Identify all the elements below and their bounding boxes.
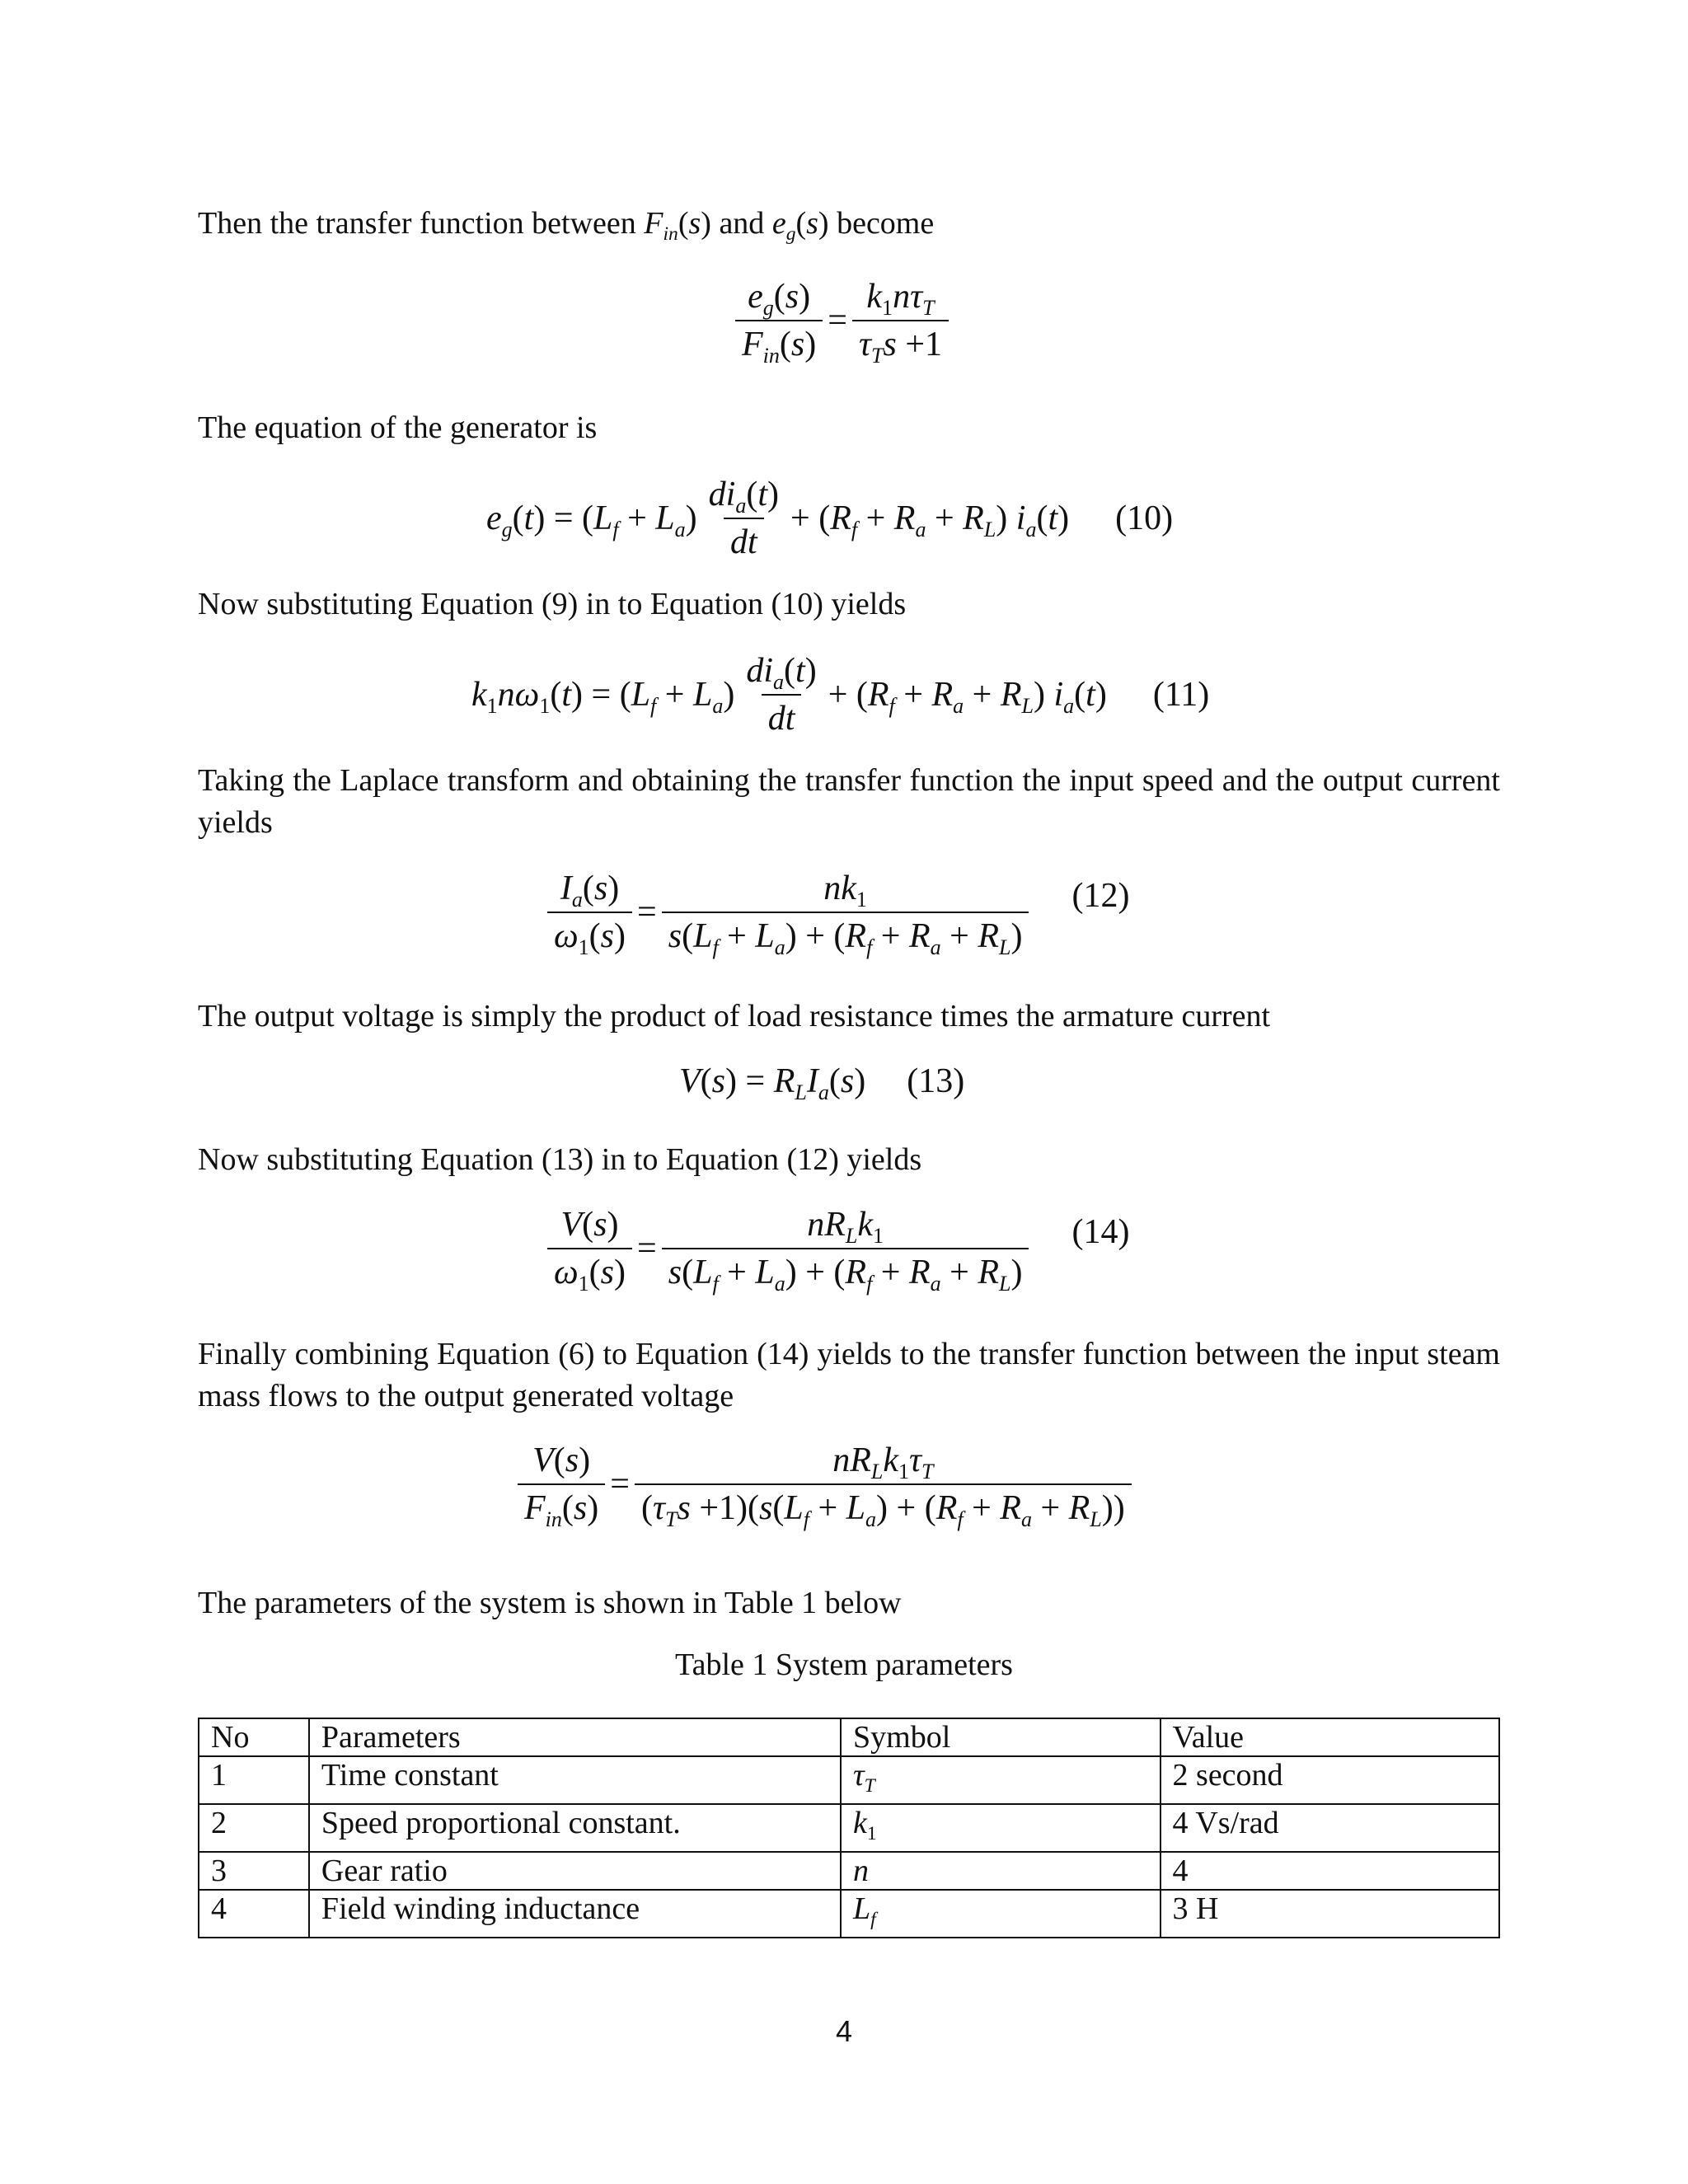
cell-no: 4 xyxy=(199,1890,309,1938)
header-no: No xyxy=(199,1718,309,1756)
equation-transfer-eg-fin: $\frac{e_g(s)}{F_{in}(s)}$ = $\frac{k_1n\tau_T}{\tau_Ts +1}$ xyxy=(730,277,954,364)
paragraph-laplace xyxy=(198,760,1500,844)
paragraph-parameters-intro xyxy=(198,1582,1500,1624)
equation-14: $\frac{V(s)}{\omega_1(s)}$ = $\frac{nR_Lk_1}{s(L_f + L_a) + (R_f + R_a + R_L)}$ (14) xyxy=(542,1205,1129,1292)
table-row xyxy=(199,1804,1499,1852)
cell-symbol: $\tau_T$ xyxy=(841,1756,1160,1804)
text-span: Now substituting Equation (13) in to Equation (12) yields xyxy=(198,1142,922,1177)
cell-value: 2 second xyxy=(1160,1756,1499,1804)
header-parameters: Parameters xyxy=(309,1718,841,1756)
table-row xyxy=(199,1756,1499,1804)
paragraph-transfer-intro xyxy=(198,203,1500,245)
header-symbol: Symbol xyxy=(841,1718,1160,1756)
text-span: Taking the Laplace transform and obtaining the transfer function the input speed and the output current yields xyxy=(198,763,1500,840)
equation-number: (13) xyxy=(907,1062,965,1100)
text-span: Then the transfer function between xyxy=(198,206,636,241)
text-span: The output voltage is simply the product of load resistance times the armature current xyxy=(198,999,1271,1033)
equation-number: (10) xyxy=(1115,499,1174,537)
text-span: become xyxy=(837,206,935,241)
equation-number: (11) xyxy=(1152,676,1210,714)
equation-final-transfer: $\frac{V(s)}{F_{in}(s)}$ = $\frac{nR_Lk_1\tau_T}{(\tau_Ts +1)(s(L_f + L_a) + (R_f + R_a + R_L))}$ xyxy=(513,1441,1137,1528)
text-span: The equation of the generator is xyxy=(198,410,598,445)
table-caption: Table 1 System parameters xyxy=(675,1647,1013,1682)
cell-symbol: $k_1$ xyxy=(841,1804,1160,1852)
equation-10: $e_g(t) = (L_f + L_a)$ $\frac{di_a(t)}{dt}$ + $(R_f + R_a + R_L)$ $i_a(t)$ (10) xyxy=(486,476,1174,561)
inline-math-eg: $e_g(s)$ xyxy=(771,206,829,246)
cell-no: 3 xyxy=(199,1852,309,1890)
text-span: The parameters of the system is shown in Table 1 below xyxy=(198,1586,902,1620)
cell-value: 4 Vs/rad xyxy=(1160,1804,1499,1852)
cell-parameter: Field winding inductance xyxy=(309,1890,841,1938)
parameters-table xyxy=(198,1718,1500,1938)
text-span: Finally combining Equation (6) to Equation (14) yields to the transfer function between the input steam mass flows to the output generated voltage xyxy=(198,1337,1500,1413)
cell-value: 4 xyxy=(1160,1852,1499,1890)
paragraph-substitute-13-12 xyxy=(198,1139,1500,1181)
table-header-row xyxy=(199,1718,1499,1756)
equation-number: (12) xyxy=(1071,877,1130,915)
cell-value: 3 H xyxy=(1160,1890,1499,1938)
inline-math-fin: $F_{in}(s)$ xyxy=(644,206,711,246)
page-number: 4 xyxy=(835,2014,853,2048)
paragraph-combining xyxy=(198,1333,1500,1418)
text-span: Now substituting Equation (9) in to Equation (10) yields xyxy=(198,587,907,621)
equation-number: (14) xyxy=(1071,1213,1130,1251)
cell-no: 1 xyxy=(199,1756,309,1804)
cell-parameter: Gear ratio xyxy=(309,1852,841,1890)
equation-13: $V(s) = R_LI_a(s)$ (13) xyxy=(679,1062,965,1105)
paragraph-substitute-9-10 xyxy=(198,583,1500,626)
cell-parameter: Speed proportional constant. xyxy=(309,1804,841,1852)
cell-symbol: $L_f$ xyxy=(841,1890,1160,1938)
cell-symbol: n xyxy=(841,1852,1160,1890)
cell-no: 2 xyxy=(199,1804,309,1852)
paragraph-generator-eq xyxy=(198,407,1500,449)
header-value: Value xyxy=(1160,1718,1499,1756)
table-row xyxy=(199,1852,1499,1890)
equation-11: $k_1n\omega_1(t) = (L_f + L_a)$ $\frac{di_a(t)}{dt}$ + $(R_f + R_a + R_L)$ $i_a(t)$ (11) xyxy=(471,652,1210,738)
paragraph-output-voltage xyxy=(198,996,1500,1038)
equation-12: $\frac{I_a(s)}{\omega_1(s)}$ = $\frac{nk_1}{s(L_f + L_a) + (R_f + R_a + R_L)}$ (12) xyxy=(542,869,1129,956)
text-span: and xyxy=(719,206,765,241)
table-row xyxy=(199,1890,1499,1938)
cell-parameter: Time constant xyxy=(309,1756,841,1804)
